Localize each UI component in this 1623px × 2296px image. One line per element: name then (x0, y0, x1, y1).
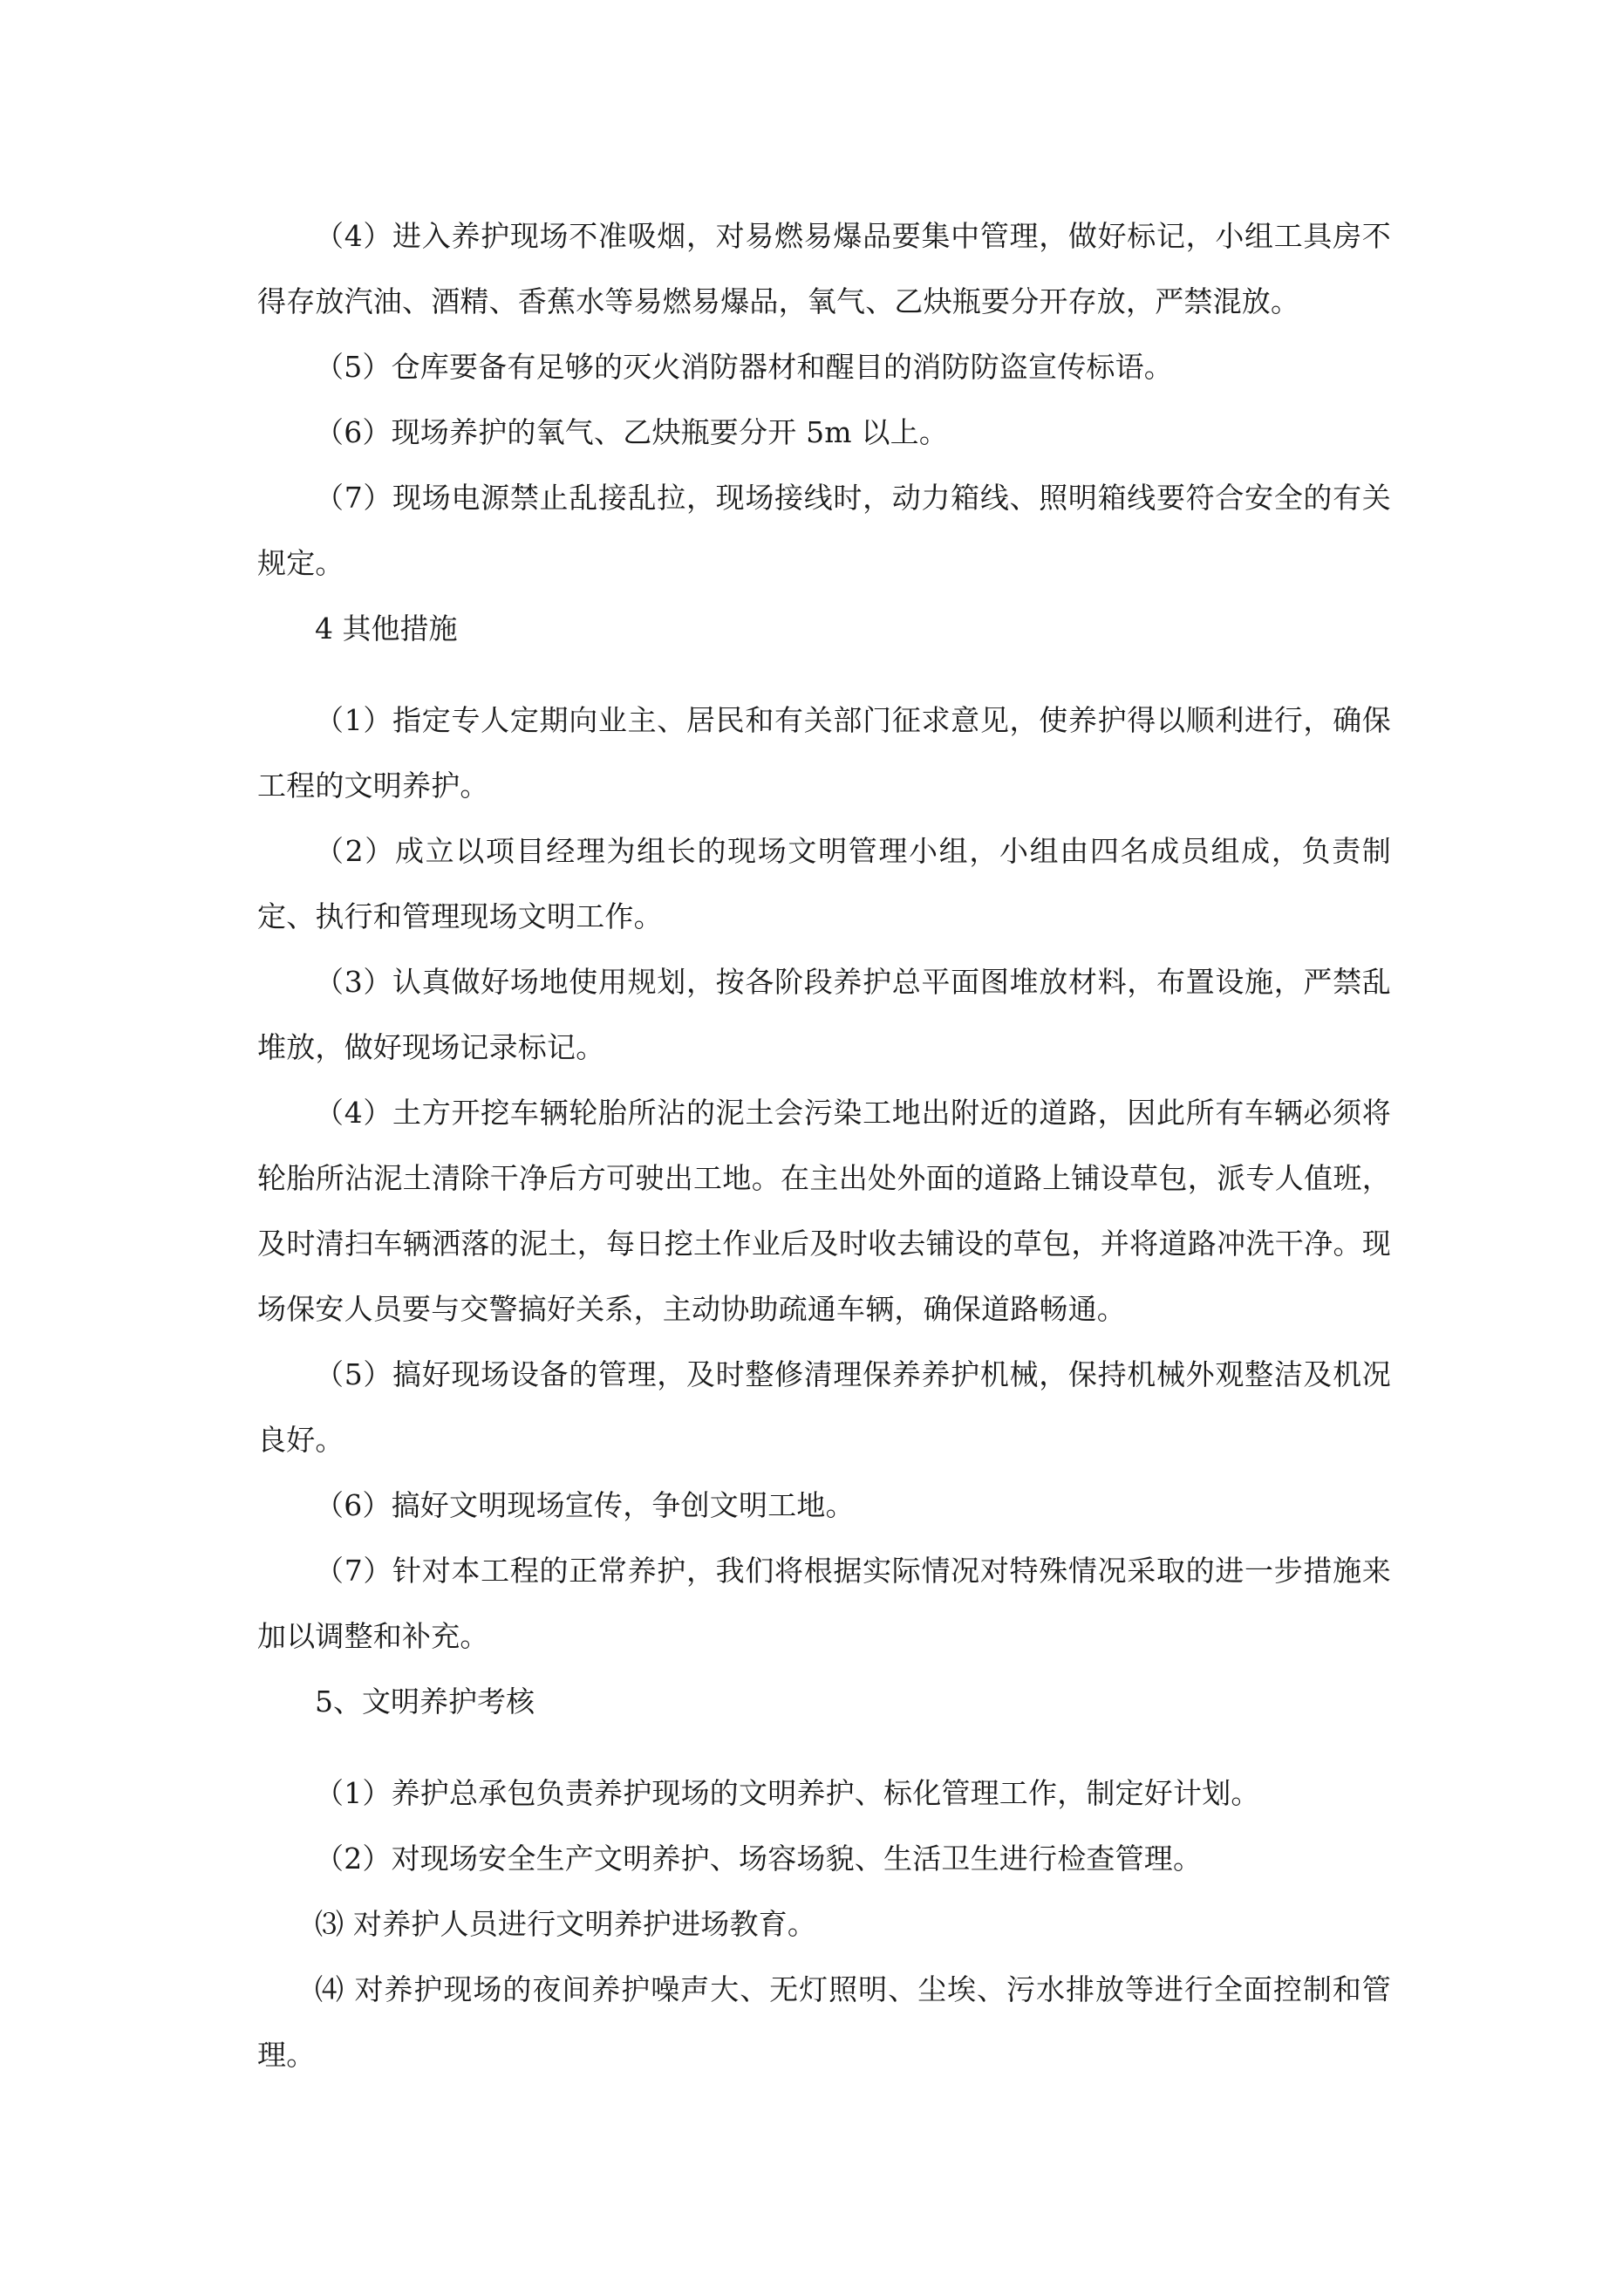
paragraph-s4-item-4: （4）土方开挖车辆轮胎所沾的泥土会污染工地出附近的道路，因此所有车辆必须将轮胎所沾泥土清除干净后方可驶出工地。在主出处外面的道路上铺设草包，派专人值班，及时清扫车辆洒落的泥土，每日挖土作业后及时收去铺设的草包，并将道路冲洗干净。现场保安人员要与交警搞好关系，主动协助疏通车辆，确保道路畅通。 (257, 1096, 1391, 1326)
paragraph-s4-item-7: （7）针对本工程的正常养护，我们将根据实际情况对特殊情况采取的进一步措施来加以调整和补充。 (257, 1554, 1391, 1653)
paragraph-s4-item-5: （5）搞好现场设备的管理，及时整修清理保养养护机械，保持机械外观整洁及机况良好。 (257, 1357, 1391, 1457)
document-body (257, 203, 1391, 2088)
paragraph-s3-item-6: （6）现场养护的氧气、乙炔瓶要分开 5m 以上。 (315, 415, 949, 449)
paragraph-s5-item-1: （1）养护总承包负责养护现场的文明养护、标化管理工作，制定好计划。 (315, 1776, 1260, 1810)
paragraph-s5-item-3: ⑶ 对养护人员进行文明养护进场教育。 (315, 1907, 817, 1941)
paragraph-s4-item-1: （1）指定专人定期向业主、居民和有关部门征求意见，使养护得以顺利进行，确保工程的文明养护。 (257, 703, 1391, 803)
paragraph-s4-item-3: （3）认真做好场地使用规划，按各阶段养护总平面图堆放材料，布置设施，严禁乱堆放，做好现场记录标记。 (257, 965, 1391, 1064)
paragraph-s4-item-2: （2）成立以项目经理为组长的现场文明管理小组，小组由四名成员组成，负责制定、执行和管理现场文明工作。 (257, 834, 1391, 933)
paragraph-s3-item-7: （7）现场电源禁止乱接乱拉，现场接线时，动力箱线、照明箱线要符合安全的有关规定。 (257, 481, 1391, 580)
paragraph-s3-item-4: （4）进入养护现场不准吸烟，对易燃易爆品要集中管理，做好标记，小组工具房不得存放汽油、酒精、香蕉水等易燃易爆品，氧气、乙炔瓶要分开存放，严禁混放。 (257, 219, 1391, 318)
section-5-heading: 5、文明养护考核 (315, 1684, 535, 1719)
paragraph-s3-item-5: （5）仓库要备有足够的灭火消防器材和醒目的消防防盗宣传标语。 (315, 350, 1173, 384)
section-4-heading: 4 其他措施 (315, 612, 458, 646)
paragraph-s5-item-4: ⑷ 对养护现场的夜间养护噪声大、无灯照明、尘埃、污水排放等进行全面控制和管理。 (257, 1972, 1391, 2072)
paragraph-s5-item-2: （2）对现场安全生产文明养护、场容场貌、生活卫生进行检查管理。 (315, 1842, 1203, 1876)
spacer (257, 1734, 1391, 1760)
paragraph-s4-item-6: （6）搞好文明现场宣传，争创文明工地。 (315, 1488, 855, 1522)
spacer (257, 661, 1391, 687)
